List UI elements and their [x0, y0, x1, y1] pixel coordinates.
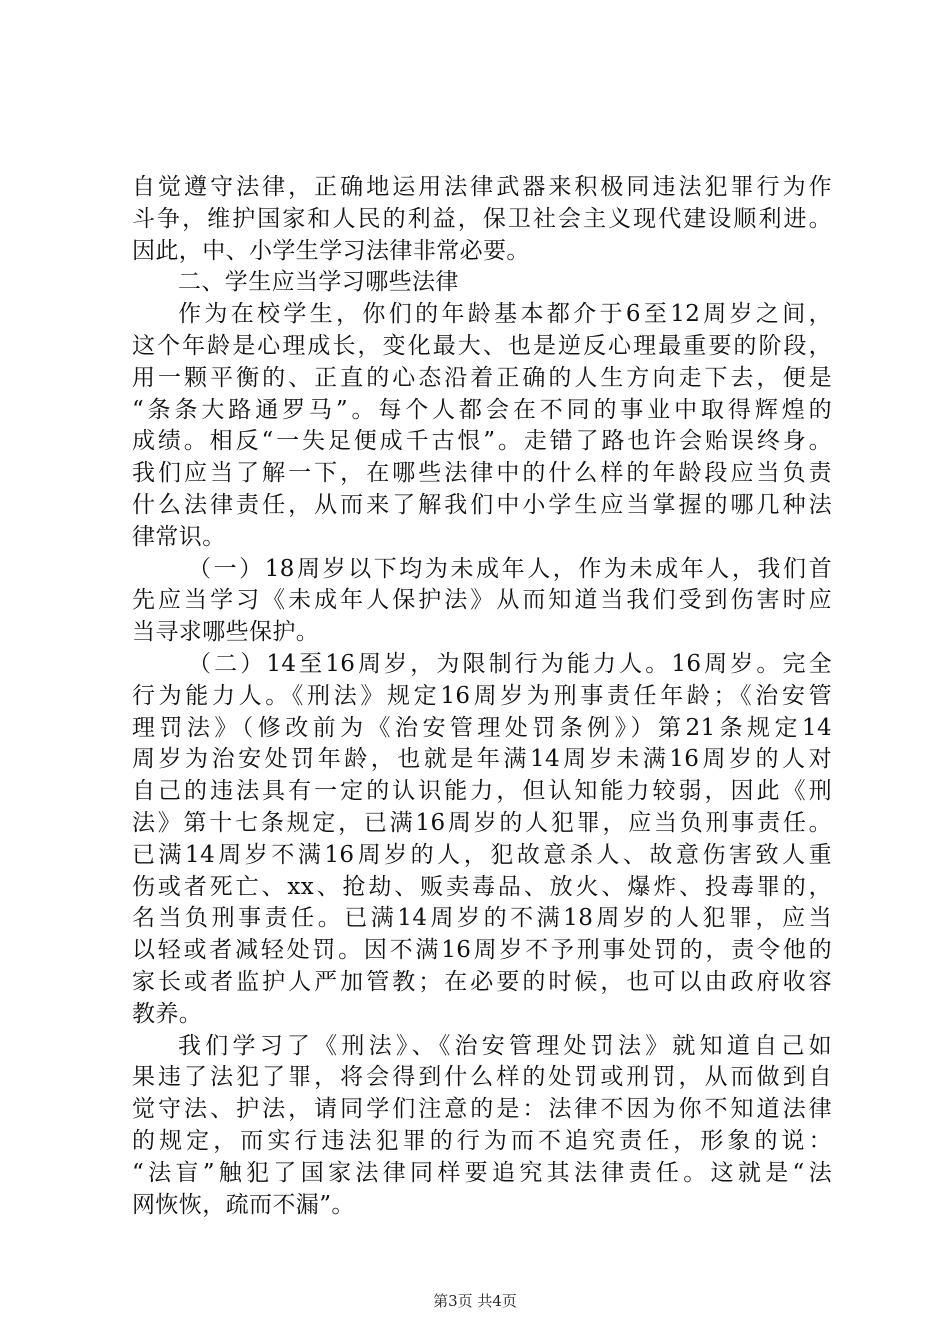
text-line: “条条大路通罗马”。每个人都会在不同的事业中取得辉煌的 — [132, 396, 832, 423]
text-line: 自己的违法具有一定的认识能力，但认知能力较弱，因此《刑 — [132, 778, 832, 805]
text-line: 律常识。 — [132, 523, 226, 550]
text-line: （一）18周岁以下均为未成年人，作为未成年人，我们首 — [188, 555, 832, 582]
text-line: “法盲”触犯了国家法律同样要追究其法律责任。这就是“法 — [132, 1159, 832, 1186]
text-line: 因此，中、小学生学习法律非常必要。 — [132, 237, 530, 264]
text-line: 我们应当了解一下，在哪些法律中的什么样的年龄段应当负责 — [132, 460, 832, 487]
text-line: 自觉遵守法律，正确地运用法律武器来积极同违法犯罪行为作 — [132, 174, 832, 200]
text-line: 我们学习了《刑法》、《治安管理处罚法》就知道自己如 — [178, 1032, 832, 1059]
section-heading: 二、学生应当学习哪些法律 — [178, 269, 459, 296]
text-line: （二）14至16周岁，为限制行为能力人。16周岁。完全 — [188, 650, 832, 677]
text-line: 成绩。相反“一失足便成千古恨”。走错了路也许会贻误终身。 — [132, 428, 832, 455]
text-line: 法》第十七条规定，已满16周岁的人犯罪，应当负刑事责任。 — [132, 809, 832, 836]
text-line: 先应当学习《未成年人保护法》从而知道当我们受到伤害时应 — [132, 587, 832, 614]
text-line: 周岁为治安处罚年龄，也就是年满14周岁未满16周岁的人对 — [132, 746, 832, 773]
text-line: 以轻或者减轻处罚。因不满16周岁不予刑事处罚的，责令他的 — [132, 937, 832, 964]
text-line: 这个年龄是心理成长，变化最大、也是逆反心理最重要的阶段， — [132, 332, 832, 359]
text-line: 行为能力人。《刑法》规定16周岁为刑事责任年龄；《治安管 — [132, 682, 832, 709]
text-line: 家长或者监护人严加管教；在必要的时候，也可以由政府收容 — [132, 968, 832, 995]
text-line: 伤或者死亡、xx、抢劫、贩卖毒品、放火、爆炸、投毒罪的， — [132, 873, 832, 900]
text-line: 当寻求哪些保护。 — [132, 619, 320, 646]
text-line: 网恢恢，疏而不漏”。 — [132, 1191, 355, 1218]
text-line: 理罚法》（修改前为《治安管理处罚条例》）第21条规定14 — [132, 714, 832, 741]
text-line: 作为在校学生，你们的年龄基本都介于6至12周岁之间， — [178, 301, 832, 328]
text-line: 教养。 — [132, 1000, 203, 1027]
page-number-footer: 第3页 共4页 — [433, 1292, 517, 1310]
text-line: 用一颗平衡的、正直的心态沿着正确的人生方向走下去，便是 — [132, 364, 832, 391]
text-line: 已满14周岁不满16周岁的人，犯故意杀人、故意伤害致人重 — [132, 841, 832, 868]
text-line: 觉守法、护法，请同学们注意的是：法律不因为你不知道法律 — [132, 1096, 832, 1123]
text-line: 斗争，维护国家和人民的利益，保卫社会主义现代建设顺利进。 — [132, 205, 832, 232]
document-body — [132, 172, 832, 1221]
text-line: 什么法律责任，从而来了解我们中小学生应当掌握的哪几种法 — [132, 491, 832, 518]
text-line: 的规定，而实行违法犯罪的行为而不追究责任，形象的说： — [132, 1127, 832, 1154]
text-line: 名当负刑事责任。已满14周岁的不满18周岁的人犯罪，应当 — [132, 905, 832, 932]
text-line: 果违了法犯了罪，将会得到什么样的处罚或刑罚，从而做到自 — [132, 1064, 832, 1091]
